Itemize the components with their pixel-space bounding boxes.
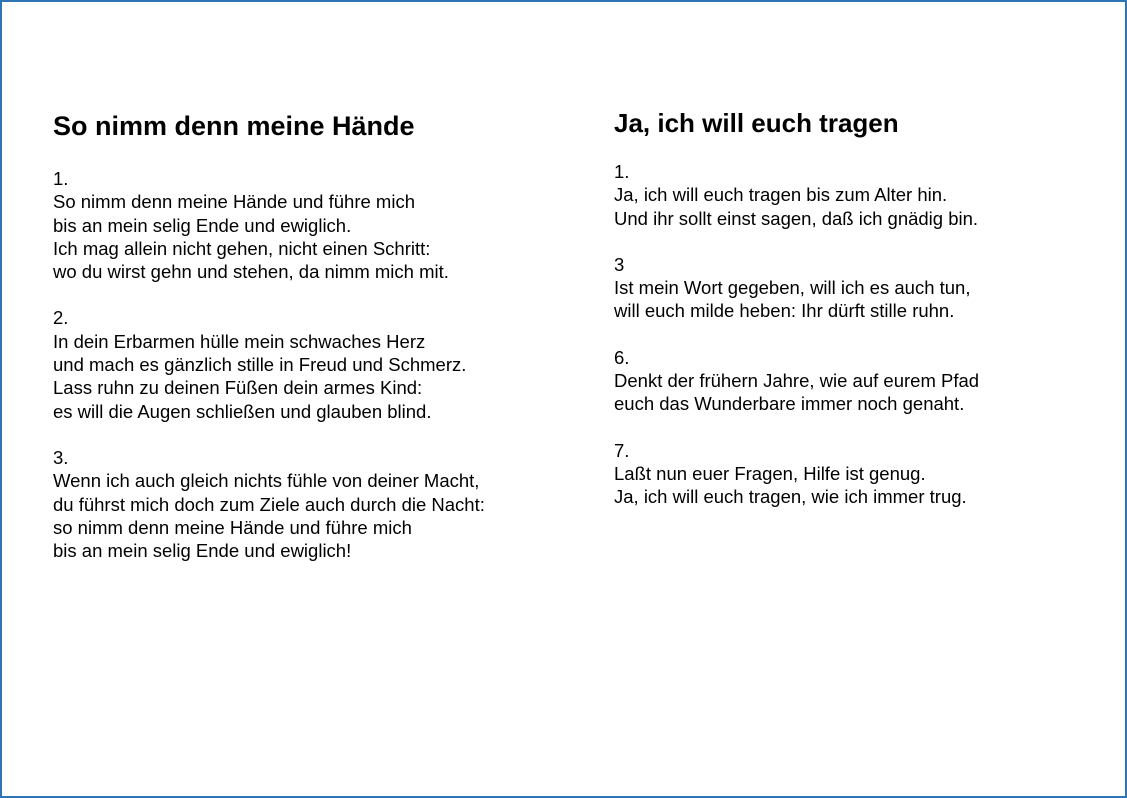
verse-number: 1. <box>614 161 630 182</box>
verse-line: so nimm denn meine Hände und führe mich <box>53 516 412 538</box>
song-title: Ja, ich will euch tragen <box>614 108 899 138</box>
song-column-right <box>614 106 1114 532</box>
verse-number: 3. <box>53 446 69 468</box>
song-title: So nimm denn meine Hände <box>53 111 415 141</box>
verse-line: bis an mein selig Ende und ewiglich. <box>53 214 352 236</box>
verse-line: Wenn ich auch gleich nichts fühle von deiner Macht, <box>53 470 480 492</box>
verse <box>614 439 1114 509</box>
verse <box>53 306 573 422</box>
verse-number: 1. <box>53 168 69 189</box>
verse-line: Ist mein Wort gegeben, will ich es auch tun, <box>614 277 971 299</box>
verse-line: So nimm denn meine Hände und führe mich <box>53 191 415 213</box>
verse <box>53 446 573 562</box>
verse-number: 3 <box>614 253 625 275</box>
verse-line: Lass ruhn zu deinen Füßen dein armes Kind: <box>53 377 423 399</box>
verse-line: Ja, ich will euch tragen, wie ich immer trug. <box>614 486 967 508</box>
verse <box>614 346 1114 416</box>
verse-line: Und ihr sollt einst sagen, daß ich gnädig bin. <box>614 207 979 229</box>
song-column-left <box>53 109 573 585</box>
verse-number: 7. <box>614 439 630 461</box>
verse-line: wo du wirst gehn und stehen, da nimm mich mit. <box>53 261 449 283</box>
verse-line: In dein Erbarmen hülle mein schwaches Herz <box>53 330 426 352</box>
verse-number: 2. <box>53 307 69 329</box>
verse-list <box>614 160 1114 509</box>
verse-number: 6. <box>614 346 630 368</box>
verse <box>53 167 573 283</box>
verse-line: Laßt nun euer Fragen, Hilfe ist genug. <box>614 462 926 484</box>
verse <box>614 160 1114 230</box>
verse-line: du führst mich doch zum Ziele auch durch die Nacht: <box>53 493 485 515</box>
verse-line: bis an mein selig Ende und ewiglich! <box>53 540 352 562</box>
verse-line: und mach es gänzlich stille in Freud und Schmerz. <box>53 354 467 376</box>
verse-line: Ich mag allein nicht gehen, nicht einen Schritt: <box>53 237 431 259</box>
verse-list <box>53 167 573 562</box>
verse-line: Denkt der frühern Jahre, wie auf eurem Pfad <box>614 370 980 392</box>
verse <box>614 253 1114 323</box>
verse-line: es will die Augen schließen und glauben blind. <box>53 400 432 422</box>
verse-line: Ja, ich will euch tragen bis zum Alter hin. <box>614 184 948 206</box>
verse-line: will euch milde heben: Ihr dürft stille ruhn. <box>614 300 955 322</box>
verse-line: euch das Wunderbare immer noch genaht. <box>614 393 965 415</box>
